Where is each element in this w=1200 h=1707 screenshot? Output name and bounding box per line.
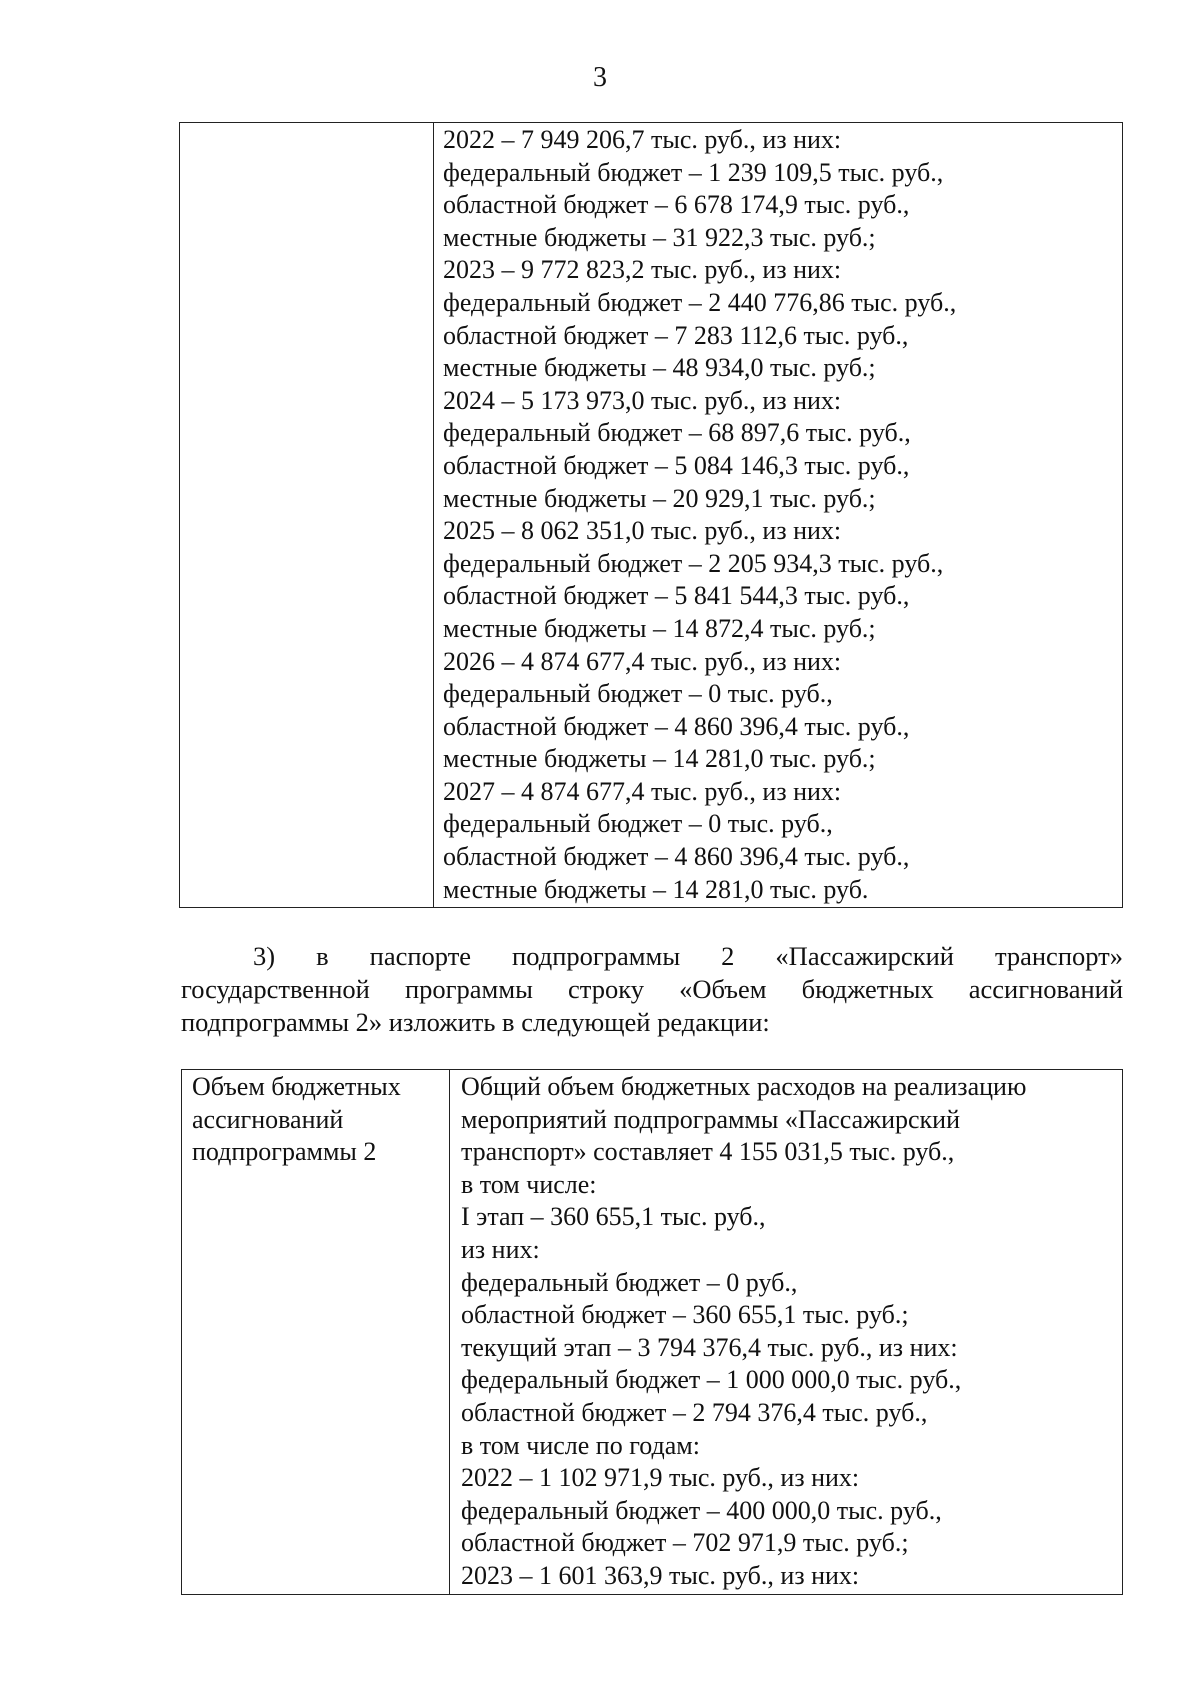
budget-line: транспорт» составляет 4 155 031,5 тыс. руб., [461, 1137, 955, 1167]
table-row [182, 1070, 1123, 1595]
paragraph-line: подпрограммы 2» изложить в следующей редакции: [181, 1007, 770, 1037]
page-number: 3 [593, 62, 607, 93]
budget-line: федеральный бюджет – 2 205 934,3 тыс. руб., [443, 548, 944, 578]
budget-line: федеральный бюджет – 68 897,6 тыс. руб., [443, 418, 911, 448]
paragraph-line: 3) в паспорте подпрограммы 2 «Пассажирский транспорт» [253, 941, 1123, 971]
budget-line: 2023 – 9 772 823,2 тыс. руб., из них: [443, 255, 842, 285]
paragraph-line: государственной программы строку «Объем бюджетных ассигнований [181, 974, 1123, 1004]
budget-line: 2026 – 4 874 677,4 тыс. руб., из них: [443, 646, 842, 676]
budget-line: местные бюджеты – 48 934,0 тыс. руб.; [443, 353, 876, 383]
budget-line: федеральный бюджет – 0 тыс. руб., [443, 679, 833, 709]
budget-line: областной бюджет – 7 283 112,6 тыс. руб., [443, 320, 909, 350]
budget-line: в том числе: [461, 1169, 597, 1199]
budget-line: в том числе по годам: [461, 1430, 700, 1460]
budget-line: 2022 – 1 102 971,9 тыс. руб., из них: [461, 1463, 860, 1493]
budget-line: федеральный бюджет – 2 440 776,86 тыс. руб., [443, 287, 957, 317]
budget-line: федеральный бюджет – 0 тыс. руб., [443, 809, 833, 839]
subprogram-budget-table [181, 1069, 1123, 1595]
budget-line: 2022 – 7 949 206,7 тыс. руб., из них: [443, 125, 842, 154]
budget-line: местные бюджеты – 14 872,4 тыс. руб.; [443, 613, 876, 643]
row-label-line: подпрограммы 2 [192, 1137, 377, 1167]
budget-line: 2025 – 8 062 351,0 тыс. руб., из них: [443, 516, 842, 546]
row-label-line: Объем бюджетных [192, 1072, 401, 1101]
budget-line: местные бюджеты – 14 281,0 тыс. руб.; [443, 744, 876, 774]
budget-line: областной бюджет – 5 084 146,3 тыс. руб., [443, 450, 910, 480]
budget-line: Общий объем бюджетных расходов на реализацию [461, 1072, 1027, 1101]
table-cell-empty [180, 123, 434, 908]
budget-line: 2027 – 4 874 677,4 тыс. руб., из них: [443, 776, 842, 806]
budget-line: областной бюджет – 4 860 396,4 тыс. руб., [443, 711, 910, 741]
table-row [180, 123, 1123, 908]
budget-line: местные бюджеты – 31 922,3 тыс. руб.; [443, 222, 876, 252]
budget-line: областной бюджет – 6 678 174,9 тыс. руб., [443, 190, 910, 220]
budget-table-continued [179, 122, 1123, 908]
budget-line: областной бюджет – 702 971,9 тыс. руб.; [461, 1528, 909, 1558]
budget-line: текущий этап – 3 794 376,4 тыс. руб., из них: [461, 1332, 958, 1362]
amendment-paragraph [181, 940, 1123, 1039]
budget-line: федеральный бюджет – 1 239 109,5 тыс. руб., [443, 157, 944, 187]
budget-line: федеральный бюджет – 0 руб., [461, 1267, 798, 1297]
table-cell-budget-details [450, 1070, 1123, 1595]
budget-line: местные бюджеты – 20 929,1 тыс. руб.; [443, 483, 876, 513]
budget-line: I этап – 360 655,1 тыс. руб., [461, 1202, 766, 1232]
budget-line: местные бюджеты – 14 281,0 тыс. руб. [443, 874, 869, 904]
budget-line: областной бюджет – 2 794 376,4 тыс. руб., [461, 1397, 928, 1427]
budget-line: федеральный бюджет – 1 000 000,0 тыс. руб., [461, 1365, 962, 1395]
budget-line: мероприятий подпрограммы «Пассажирский [461, 1104, 960, 1134]
budget-line: 2024 – 5 173 973,0 тыс. руб., из них: [443, 385, 842, 415]
row-label-line: ассигнований [192, 1104, 344, 1134]
budget-line: из них: [461, 1234, 540, 1264]
budget-line: областной бюджет – 4 860 396,4 тыс. руб., [443, 842, 910, 872]
budget-line: областной бюджет – 5 841 544,3 тыс. руб., [443, 581, 910, 611]
budget-line: федеральный бюджет – 400 000,0 тыс. руб., [461, 1495, 942, 1525]
budget-line: областной бюджет – 360 655,1 тыс. руб.; [461, 1300, 909, 1330]
table-cell-row-label [182, 1070, 450, 1595]
table-cell-budget-by-year [434, 123, 1123, 908]
budget-line: 2023 – 1 601 363,9 тыс. руб., из них: [461, 1560, 860, 1590]
